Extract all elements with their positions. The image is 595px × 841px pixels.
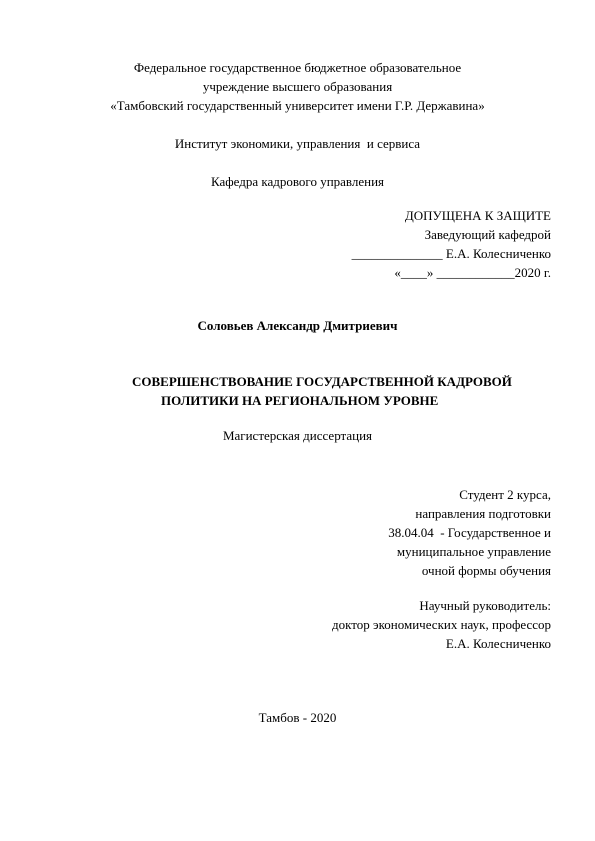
city-year: Тамбов - 2020 xyxy=(258,710,337,725)
supervisor-line-1: Научный руководитель: xyxy=(419,598,551,613)
supervisor-line-3: Е.А. Колесниченко xyxy=(445,636,551,651)
supervisor-line-2: доктор экономических наук, профессор xyxy=(332,617,551,632)
thesis-type: Магистерская диссертация xyxy=(222,428,373,443)
student-line-1: Студент 2 курса, xyxy=(459,487,551,502)
approval-signature-line: ______________ Е.А. Колесниченко xyxy=(351,246,551,261)
approval-date-line: «____» ____________2020 г. xyxy=(394,265,551,280)
student-line-3: 38.04.04 - Государственное и xyxy=(388,525,551,540)
institution-line-1: Федеральное государственное бюджетное образовательное xyxy=(133,60,462,75)
approval-title: ДОПУЩЕНА К ЗАЩИТЕ xyxy=(404,208,551,223)
institution-line-2: учреждение высшего образования xyxy=(202,79,393,94)
student-line-4: муниципальное управление xyxy=(396,544,551,559)
student-line-2: направления подготовки xyxy=(415,506,551,521)
department-name: Кафедра кадрового управления xyxy=(210,174,385,189)
thesis-title-line-1: СОВЕРШЕНСТВОВАНИЕ ГОСУДАРСТВЕННОЙ КАДРОВОЙ xyxy=(132,374,512,389)
institution-line-3: «Тамбовский государственный университет имени Г.Р. Державина» xyxy=(110,98,485,113)
institute-name: Институт экономики, управления и сервиса xyxy=(174,136,421,151)
student-line-5: очной формы обучения xyxy=(421,563,551,578)
approval-position: Заведующий кафедрой xyxy=(424,227,551,242)
thesis-title-line-2: ПОЛИТИКИ НА РЕГИОНАЛЬНОМ УРОВНЕ xyxy=(161,393,439,408)
author-name: Соловьев Александр Дмитриевич xyxy=(197,318,398,333)
